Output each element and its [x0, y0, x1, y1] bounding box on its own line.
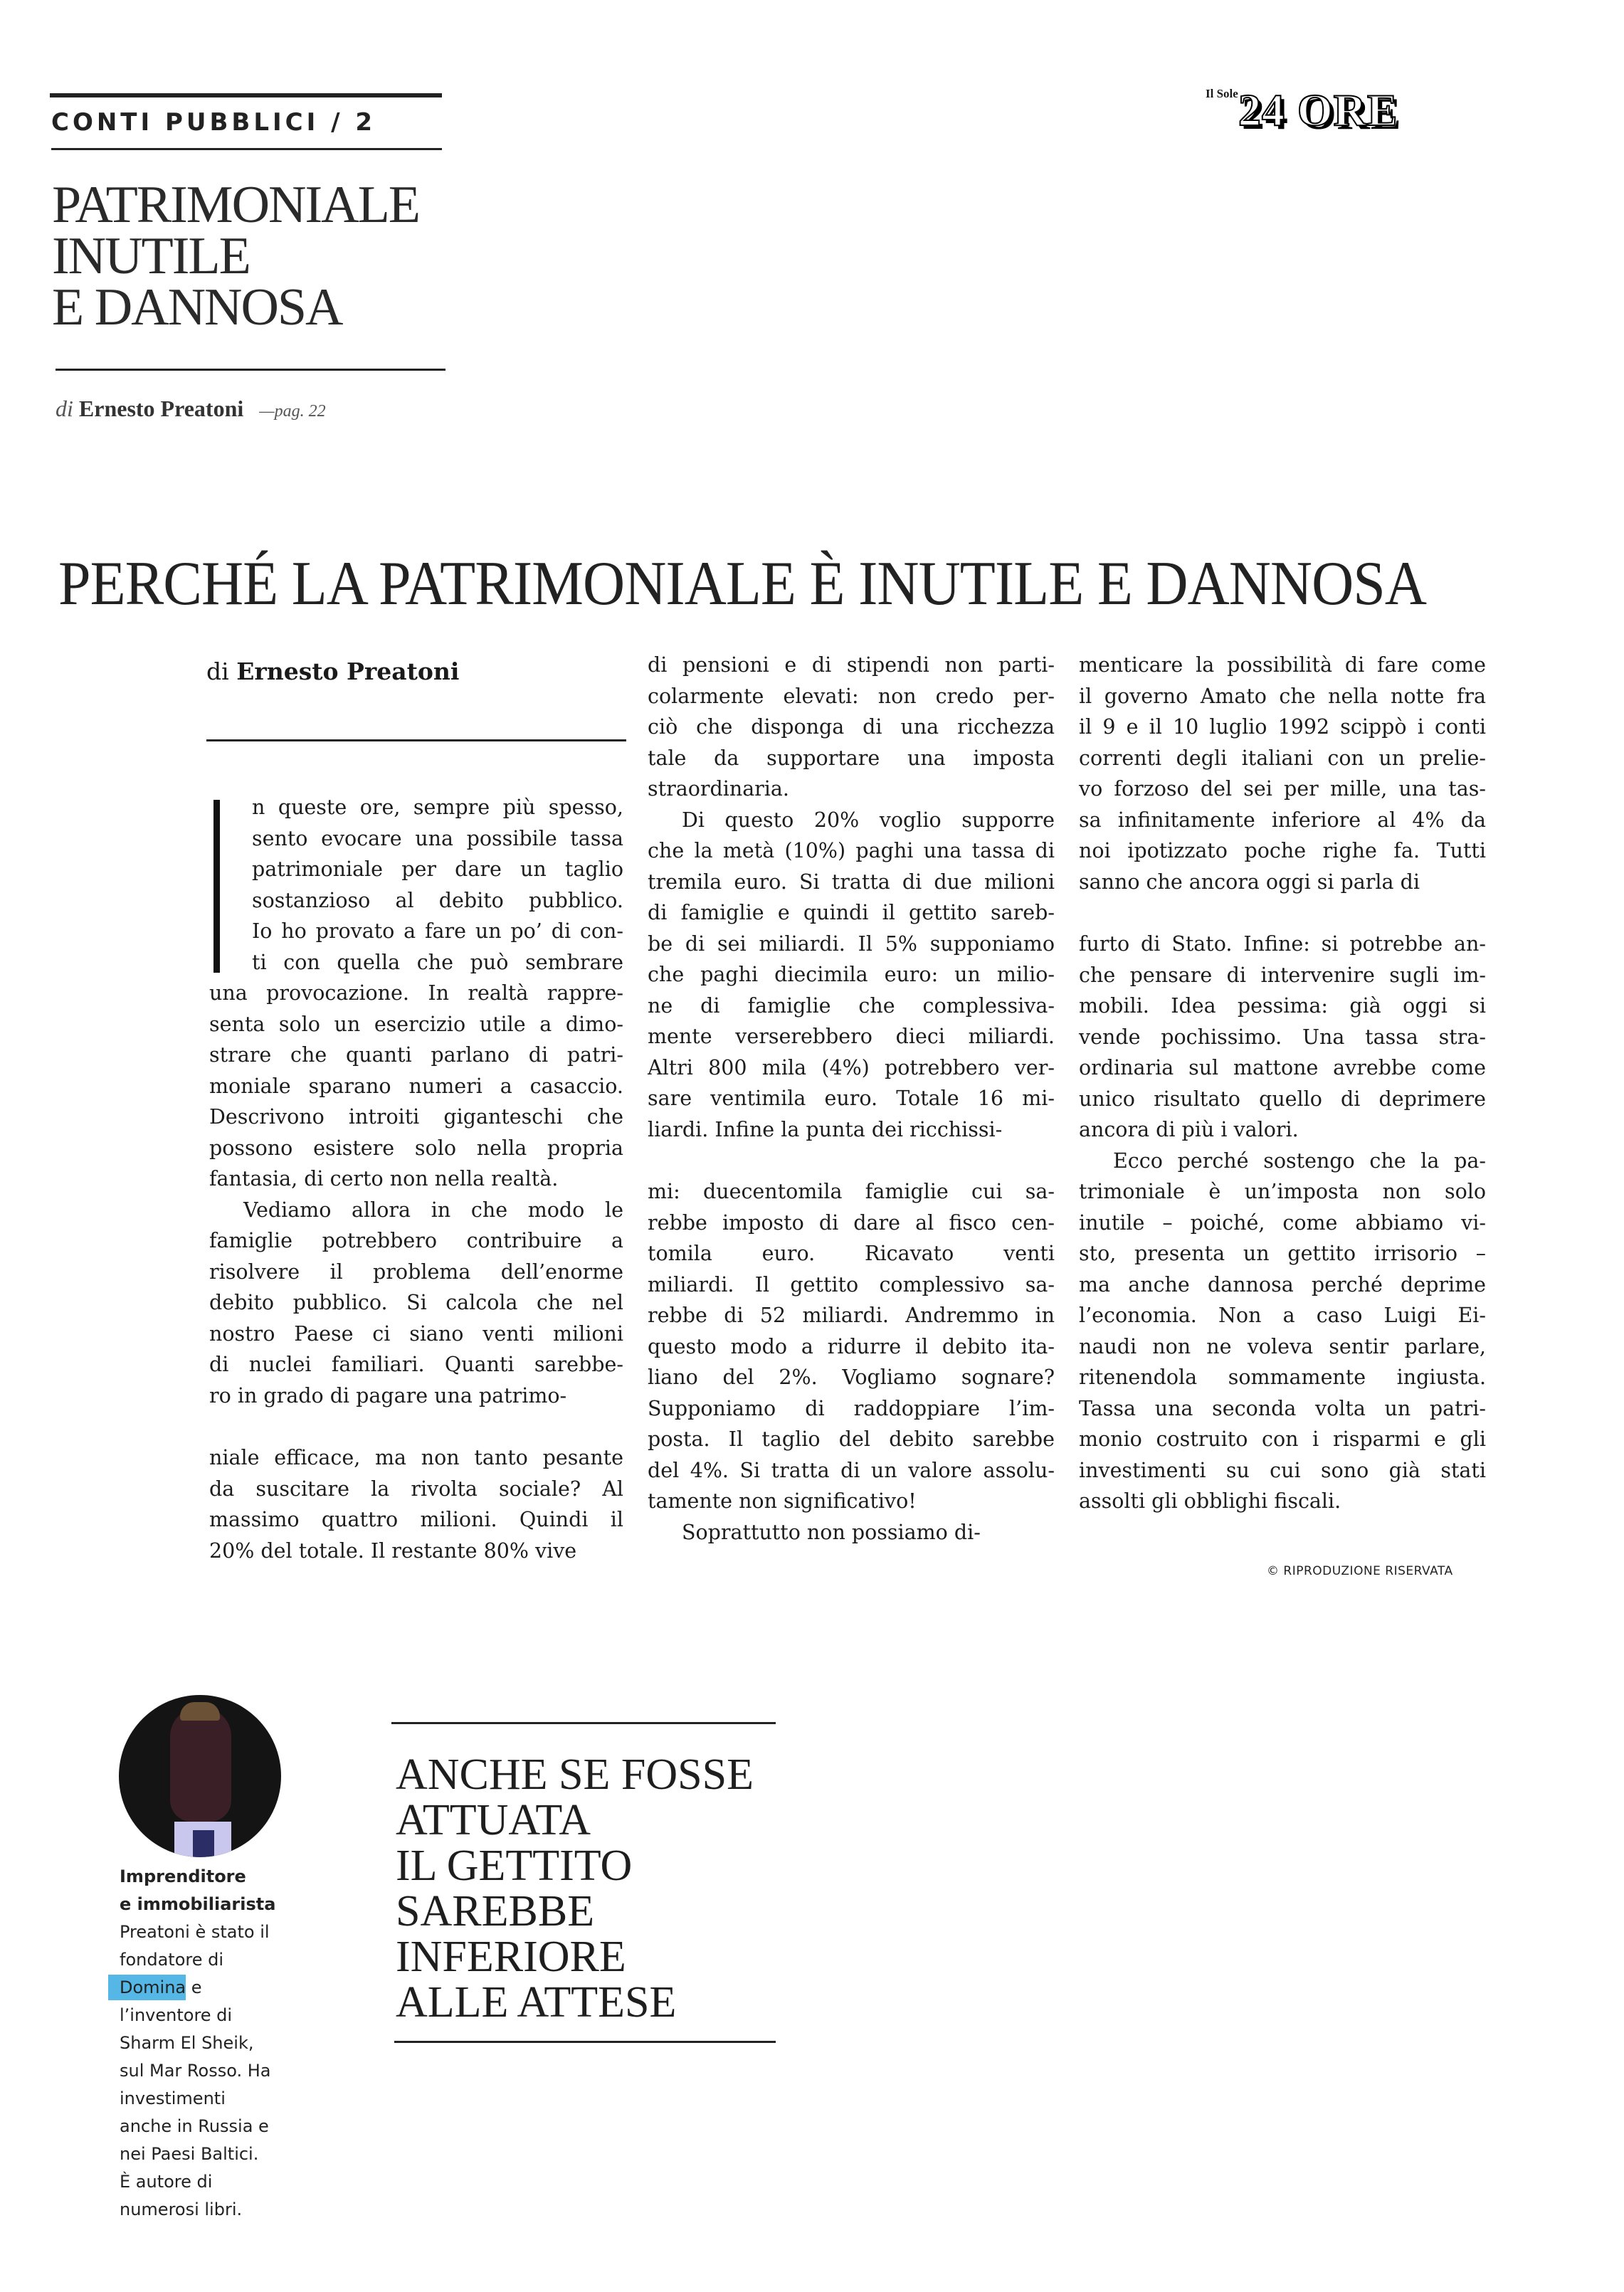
article-line: correnti degli italiani con un prelie- [1079, 746, 1486, 770]
article-line: che la metà (10%) paghi una tassa di [648, 839, 1055, 862]
byline-rule [206, 739, 626, 741]
article-line: sare ventimila euro. Totale 16 mi- [648, 1087, 1055, 1110]
article-line: ti con quella che può sembrare [252, 950, 623, 974]
article-line: ma anche dannosa perché deprime [1079, 1272, 1486, 1296]
article-headline: PERCHÉ LA PATRIMONIALE È INUTILE E DANNOSA [58, 549, 1427, 618]
pull-quote [396, 1752, 754, 2025]
article-line: unico risultato quello di deprimere [1079, 1087, 1486, 1111]
article-line: fantasia, di certo non nella realtà. [209, 1167, 559, 1190]
avatar-face [170, 1708, 231, 1822]
article-line: mente verserebbero dieci miliardi. [648, 1025, 1055, 1048]
article-line: risolvere il problema dell’enorme [209, 1259, 623, 1284]
teaser-byline [56, 396, 326, 422]
article-line: ritenendola sommamente ingiusta. [1079, 1366, 1486, 1389]
section-kicker: CONTI PUBBLICI / 2 [51, 108, 376, 137]
article-line: da suscitare la rivolta sociale? Al [209, 1477, 623, 1501]
bio-line: Sharm El Sheik, [120, 2033, 254, 2053]
teaser-top-rule [50, 93, 442, 97]
article-line: liardi. Infine la punta dei ricchissi- [648, 1117, 1003, 1141]
article-line: trimoniale è un’imposta non solo [1079, 1180, 1486, 1203]
article-line: Supponiamo di raddoppiare l’im- [648, 1396, 1055, 1420]
article-line: investimenti su cui sono già stati [1079, 1458, 1486, 1482]
article-line: massimo quattro milioni. Quindi il [209, 1508, 623, 1531]
article-line: di famiglie e quindi il gettito sareb- [648, 901, 1055, 924]
pullquote-line: IL GETTITO [396, 1842, 633, 1890]
bio-line: nei Paesi Baltici. [120, 2144, 259, 2164]
bio-line [120, 1974, 333, 2002]
avatar-tie [193, 1830, 214, 1857]
domina-link[interactable]: Domina [108, 1975, 186, 2000]
byline-author: Ernesto Preatoni [78, 396, 244, 421]
bio-line: sul Mar Rosso. Ha [120, 2061, 271, 2081]
article-line: ordinaria sul mattone avrebbe come [1079, 1056, 1486, 1079]
byline-author: Ernesto Preatoni [236, 658, 460, 685]
article-line: rebbe di 52 miliardi. Andremmo in [648, 1304, 1055, 1327]
article-line: sento evocare una possibile tassa [252, 826, 623, 850]
pullquote-line: ALLE ATTESE [396, 1978, 677, 2027]
pullquote-line: INFERIORE [396, 1933, 626, 1981]
article-line: ro in grado di pagare una patrimo- [209, 1383, 567, 1408]
column-gap [209, 1411, 623, 1442]
article-line: una provocazione. In realtà rappre- [209, 981, 623, 1005]
article-line: Descrivono introiti giganteschi che [209, 1105, 623, 1129]
kicker-rule [51, 148, 442, 150]
logo-big-text: 24 ORE [1238, 85, 1398, 135]
article-line: assolti gli obblighi fiscali. [1079, 1489, 1341, 1513]
author-bio [120, 1863, 333, 2224]
avatar-hair [180, 1702, 220, 1721]
author-avatar [119, 1695, 281, 1857]
article-line: debito pubblico. Si calcola che nel [209, 1291, 623, 1314]
article-column-3 [1079, 650, 1486, 1517]
article-line: noi ipotizzato poche righe fa. Tutti [1079, 839, 1486, 862]
article-line: senta solo un esercizio utile a dimo- [209, 1012, 623, 1036]
bio-line: fondatore di [120, 1950, 224, 1970]
article-line: Ecco perché sostengo che la pa- [1113, 1148, 1486, 1173]
article-line: Di questo 20% voglio supporre [682, 808, 1055, 832]
column-gap [648, 1145, 1055, 1176]
bio-line: È autore di [120, 2172, 213, 2192]
article-column-1 [209, 792, 623, 1566]
bio-line: Preatoni è stato il [120, 1922, 270, 1942]
article-line: ancora di più i valori. [1079, 1118, 1299, 1141]
bio-line: l’inventore di [120, 2005, 233, 2025]
article-line: naudi non ne voleva sentir parlare, [1079, 1334, 1486, 1358]
bio-line: investimenti [120, 2088, 226, 2108]
article-line: di pensioni e di stipendi non parti- [648, 653, 1055, 677]
article-line: miliardi. Il gettito complessivo sa- [648, 1272, 1055, 1296]
bio-link-suffix: e [186, 1977, 202, 1997]
article-byline [206, 658, 459, 685]
article-line: Io ho provato a fare un po’ di con- [252, 919, 623, 943]
article-line: il 9 e il 10 luglio 1992 scippò i conti [1079, 715, 1486, 739]
article-line: sto, presenta un gettito irrisorio – [1079, 1242, 1486, 1265]
page-reference: —pag. 22 [259, 402, 326, 421]
article-line: Soprattutto non possiamo di- [682, 1520, 981, 1544]
article-line: tomila euro. Ricavato venti [648, 1242, 1055, 1265]
article-column-2 [648, 650, 1055, 1548]
article-line: 20% del totale. Il restante 80% vive [209, 1538, 577, 1563]
teaser-title [52, 176, 419, 337]
article-line: ciò che disponga di una ricchezza [648, 715, 1055, 739]
article-line: sostanzioso al debito pubblico. [252, 888, 623, 912]
article-line: vo forzoso del sei per mille, una tas- [1079, 777, 1486, 801]
copyright-notice: © RIPRODUZIONE RISERVATA [1267, 1564, 1453, 1578]
article-line: Tassa una seconda volta un patri- [1079, 1396, 1486, 1420]
article-line: furto di Stato. Infine: si potrebbe an- [1079, 932, 1486, 956]
article-line: possono esistere solo nella propria [209, 1136, 623, 1160]
newspaper-logo [1206, 84, 1398, 137]
bio-line: numerosi libri. [120, 2199, 243, 2219]
article-line: be di sei miliardi. Il 5% supponiamo [648, 931, 1055, 956]
article-line: patrimoniale per dare un taglio [252, 857, 623, 881]
article-line: l’economia. Non a caso Luigi Ei- [1079, 1304, 1486, 1327]
article-line: sa infinitamente inferiore al 4% da [1079, 808, 1486, 832]
bio-line: anche in Russia e [120, 2116, 269, 2136]
column-gap [1079, 897, 1486, 929]
byline-prefix: di [56, 396, 73, 421]
article-line: moniale sparano numeri a casaccio. [209, 1074, 623, 1098]
article-line: liano del 2%. Vogliamo sognare? [648, 1366, 1055, 1389]
article-line: ne di famiglie che complessiva- [648, 993, 1055, 1018]
teaser-title-line: PATRIMONIALE [52, 176, 419, 234]
article-line: che pensare di intervenire sugli im- [1079, 963, 1486, 987]
article-line: famiglie potrebbero contribuire a [209, 1229, 623, 1252]
article-line: il governo Amato che nella notte fra [1079, 684, 1486, 708]
teaser-title-line: INUTILE [52, 227, 250, 285]
pullquote-bottom-rule [394, 2041, 776, 2043]
pullquote-line: ANCHE SE FOSSE [396, 1750, 754, 1799]
article-line: n queste ore, sempre più spesso, [252, 796, 623, 819]
article-line: mobili. Idea pessima: già oggi si [1079, 994, 1486, 1018]
article-line: tale da supportare una imposta [648, 746, 1055, 770]
article-line: questo modo a ridurre il debito ita- [648, 1334, 1055, 1358]
article-line: vende pochissimo. Una tassa stra- [1079, 1025, 1486, 1049]
article-line: tremila euro. Si tratta di due milioni [648, 870, 1055, 894]
teaser-bottom-rule [56, 369, 445, 371]
article-line: posta. Il taglio del debito sarebbe [648, 1427, 1055, 1451]
author-role: e immobiliarista [120, 1894, 276, 1914]
article-line: tamente non significativo! [648, 1489, 917, 1513]
byline-prefix: di [206, 658, 229, 685]
article-line: Vediamo allora in che modo le [243, 1198, 623, 1222]
teaser-title-line: E DANNOSA [52, 278, 342, 337]
pullquote-line: ATTUATA [396, 1796, 591, 1844]
pullquote-top-rule [391, 1722, 776, 1724]
article-line: sanno che ancora oggi si parla di [1079, 870, 1420, 894]
article-line: straordinaria. [648, 777, 789, 801]
article-line: del 4%. Si tratta di un valore assolu- [648, 1458, 1055, 1482]
article-line: di nuclei familiari. Quanti sarebbe- [209, 1353, 623, 1376]
pullquote-line: SAREBBE [396, 1887, 595, 1935]
article-line: inutile – poiché, come abbiamo vi- [1079, 1210, 1486, 1235]
article-line: nostro Paese ci siano venti milioni [209, 1321, 623, 1346]
article-line: strare che quanti parlano di patri- [209, 1043, 623, 1067]
logo-small-text: Il Sole [1206, 87, 1238, 100]
article-line: menticare la possibilità di fare come [1079, 653, 1486, 677]
article-line: rebbe imposto di dare al fisco cen- [648, 1210, 1055, 1235]
article-line: niale efficace, ma non tanto pesante [209, 1446, 623, 1469]
article-line: colarmente elevati: non credo per- [648, 684, 1055, 708]
article-line: che paghi diecimila euro: un milio- [648, 963, 1055, 986]
author-role: Imprenditore [120, 1866, 246, 1886]
article-line: mi: duecentomila famiglie cui sa- [648, 1180, 1055, 1203]
article-line: Altri 800 mila (4%) potrebbero ver- [648, 1055, 1055, 1079]
article-line: monio costruito con i risparmi e gli [1079, 1427, 1486, 1451]
